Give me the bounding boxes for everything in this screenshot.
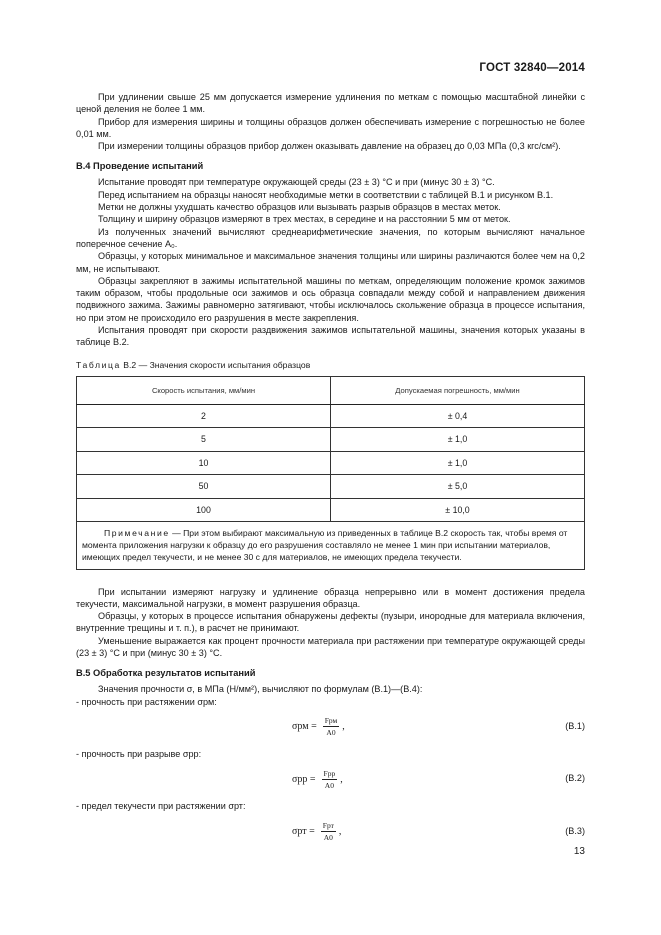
paragraph: Перед испытанием на образцы наносят необходимые метки в соответствии с таблицей В.1 и рисунком В.1.	[98, 189, 554, 200]
paragraph: Метки не должны ухудшать качество образцов или вызывать разрыв образцов в местах меток.	[98, 202, 501, 213]
table-header-row	[77, 376, 585, 404]
table-cell: 100	[77, 498, 331, 522]
table-cell: 50	[77, 475, 331, 499]
formula-label: - предел текучести при растяжении σрт:	[76, 801, 246, 812]
speed-table	[76, 376, 585, 570]
formula-b2: σрр = $\frac{\text{Fрр}}{A0}$ , (В.2)	[292, 768, 585, 790]
note-text: — При этом выбирают максимальную из приведенных в таблице В.2 скорость так, чтобы время от момента приложения нагрузки к образцу до его разрушения составляло не менее 1 мин при испытании материалов, имеющих предел текучести, и не менее 30 с для материалов, не имеющих предела текучести.	[82, 528, 568, 562]
paragraph: Образцы, у которых минимальное и максимальное значения толщины или ширины различаются более чем на 0,2 мм, не испытывают.	[76, 251, 585, 274]
page-body	[76, 91, 585, 853]
formula-numerator: Fрт	[322, 821, 334, 830]
formula-numerator: Fрр	[323, 768, 336, 778]
section-title-b4: В.4 Проведение испытаний	[76, 161, 204, 172]
equation-number: (В.3)	[565, 825, 585, 836]
table-cell: ± 1,0	[331, 428, 585, 452]
formula-lhs: σрр =	[292, 773, 316, 785]
formula-denominator: A0	[323, 833, 333, 842]
column-header: Скорость испытания, мм/мин	[77, 376, 331, 404]
paragraph: Испытание проводят при температуре окружающей среды (23 ± 3) °С и при (минус 30 ± 3) °С.	[98, 177, 495, 188]
paragraph: При удлинении свыше 25 мм допускается измерение удлинения по меткам с помощью масштабной линейки с ценой деления не более 1 мм.	[76, 92, 585, 115]
paragraph: Уменьшение выражается как процент прочности материала при растяжении при температуре окружающей среды (23 ± 3) °С и при (минус 30 ± 3) °С.	[76, 635, 585, 659]
formula-b1: σрм = $\frac{\text{Fрм}}{A0}$ , (В.1)	[292, 716, 585, 738]
table-note	[77, 522, 585, 569]
paragraph: Прибор для измерения ширины и толщины образцов должен обеспечивать измерение с погрешностью не более 0,01 мм.	[76, 116, 585, 139]
note-prefix: Примечание	[104, 528, 170, 539]
page-number: 13	[573, 846, 585, 857]
formula-lhs: σрт =	[292, 826, 315, 837]
paragraph: Значения прочности σ, в МПа (Н/мм²), вычисляют по формулам (В.1)—(В.4):	[98, 684, 423, 695]
formula-denominator: A0	[326, 728, 336, 738]
table-row	[77, 428, 585, 452]
table-note-row	[77, 522, 585, 569]
paragraph: Образцы, у которых в процессе испытания обнаружены дефекты (пузыри, инородные для материала включения, внутренние трещины и т. п.), в расчет не принимают.	[76, 611, 585, 634]
table-row	[77, 475, 585, 499]
table-cell: ± 10,0	[331, 498, 585, 522]
table-cell: 2	[77, 404, 331, 428]
paragraph: Испытания проводят при скорости раздвижения зажимов испытательной машины, значения которых указаны в таблице В.2.	[76, 325, 585, 348]
formula-label: - прочность при растяжении σрм:	[76, 696, 217, 707]
table-cell: 10	[77, 451, 331, 475]
paragraph: При испытании измеряют нагрузку и удлинение образца непрерывно или в момент достижения предела текучести, максимальной нагрузки, в момент разрушения образца.	[76, 586, 585, 609]
table-cell: ± 1,0	[331, 451, 585, 475]
table-caption-prefix: Таблица	[76, 359, 121, 370]
table-cell: ± 0,4	[331, 404, 585, 428]
table-caption-text: В.2 — Значения скорости испытания образцов	[123, 359, 311, 370]
table-row	[77, 498, 585, 522]
formula-b3: σрт = $\frac{\text{Fрт}}{A0}$ , (В.3)	[292, 821, 585, 842]
standard-code: ГОСТ 32840—2014	[479, 62, 585, 74]
table-row	[77, 451, 585, 475]
equation-number: (В.1)	[565, 720, 585, 731]
formula-lhs: σрм =	[292, 721, 317, 733]
table-cell: 5	[77, 428, 331, 452]
equation-number: (В.2)	[565, 773, 585, 784]
table-cell: ± 5,0	[331, 475, 585, 499]
table-row	[77, 404, 585, 428]
paragraph: Образцы закрепляют в зажимы испытательной машины по меткам, определяющим положение кромок зажимов таким образом, чтобы продольные оси зажимов и ось образца совпадали между собой и направлением движения подвижного зажима. Зажимы равномерно затягивают, чтобы исключалось скольжение образца в процессе испытания, но при этом не происходило его разрушения в месте закрепления.	[76, 275, 585, 323]
paragraph: При измерении толщины образцов прибор должен оказывать давление на образец до 0,03 МПа (0,3 кгс/см²).	[98, 141, 561, 152]
formula-label: - прочность при разрыве σрр:	[76, 748, 202, 759]
formula-numerator: Fрм	[324, 716, 338, 726]
table-caption	[76, 359, 585, 371]
paragraph: Толщину и ширину образцов измеряют в трех местах, в середине и на расстоянии 5 мм от меток.	[98, 214, 511, 225]
paragraph: Из полученных значений вычисляют среднеарифметические значения, по которым вычисляют начальное поперечное сечение A₀.	[76, 226, 585, 249]
formula-denominator: A0	[324, 780, 334, 790]
section-title-b5: В.5 Обработка результатов испытаний	[76, 668, 256, 679]
column-header: Допускаемая погрешность, мм/мин	[331, 376, 585, 404]
